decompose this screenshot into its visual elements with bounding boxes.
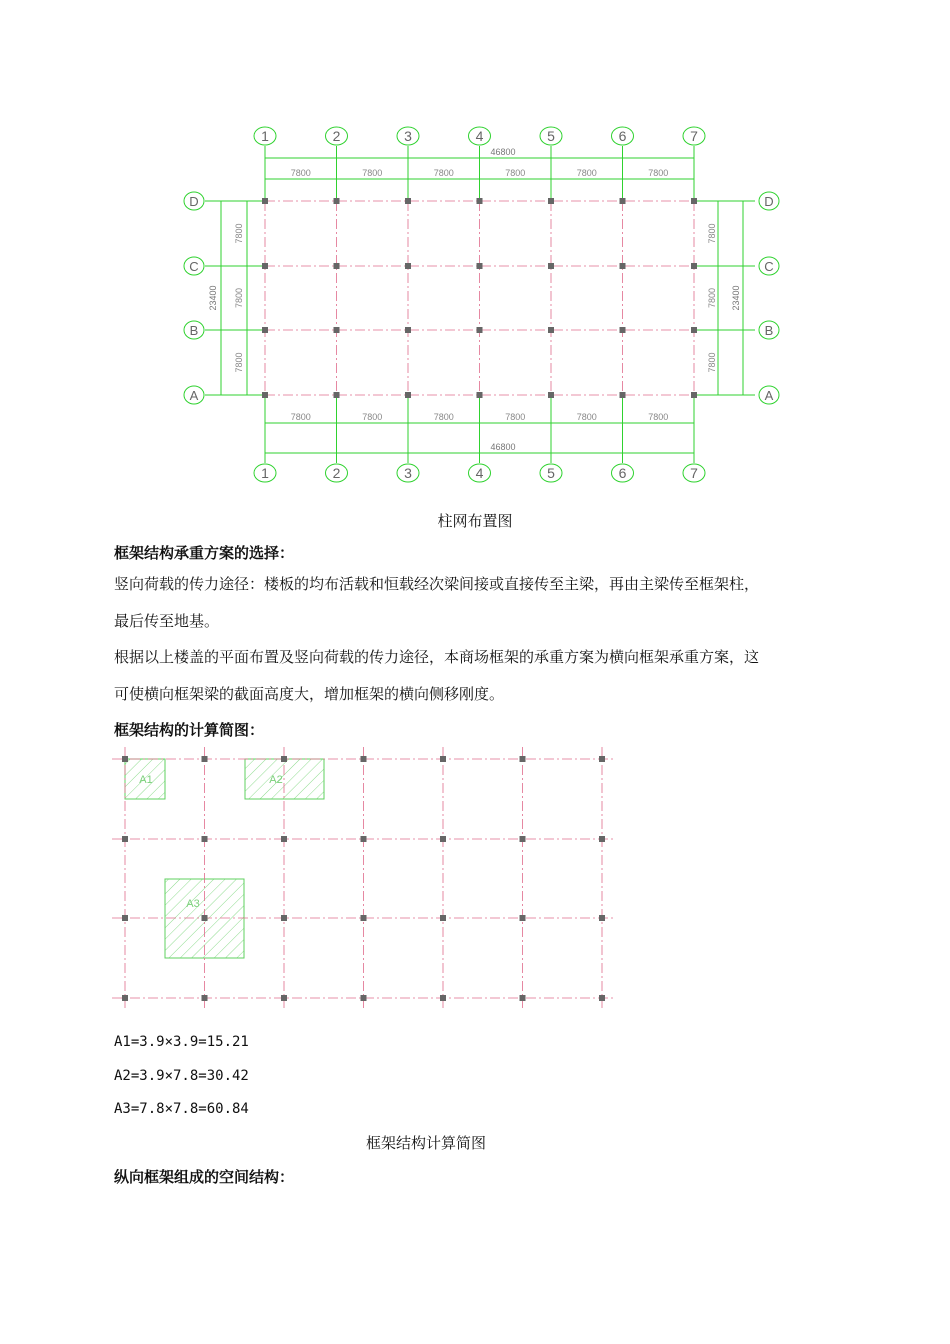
column-C3 (405, 263, 411, 269)
column-D4 (477, 198, 483, 204)
column-D3 (405, 198, 411, 204)
span-label-top-1: 7800 (290, 168, 311, 178)
span-label-right-3: 7800 (707, 352, 717, 373)
calc-column-4-5 (440, 995, 446, 1001)
axis-label-top-2: 2 (332, 128, 341, 144)
axis-label-bottom-3: 3 (404, 465, 412, 481)
column-D5 (548, 198, 554, 204)
paragraph-load-path-line2: 最后传至地基。 (114, 612, 220, 630)
column-A6 (620, 392, 626, 398)
axis-label-top-5: 5 (547, 128, 555, 144)
calc-column-4-6 (520, 995, 526, 1001)
region-a2 (245, 759, 324, 799)
axis-label-top-4: 4 (475, 128, 484, 144)
column-B4 (477, 327, 483, 333)
calc-column-3-1 (122, 915, 128, 921)
column-A4 (477, 392, 483, 398)
calc-column-2-5 (440, 836, 446, 842)
axis-label-bottom-7: 7 (690, 465, 698, 481)
column-A3 (405, 392, 411, 398)
calc-column-2-6 (520, 836, 526, 842)
calc-column-4-1 (122, 995, 128, 1001)
column-A7 (691, 392, 697, 398)
region-a3-label: A3 (186, 898, 200, 910)
calc-column-3-2 (202, 915, 208, 921)
calc-column-4-2 (202, 995, 208, 1001)
column-B3 (405, 327, 411, 333)
column-D1 (262, 198, 268, 204)
total-length-top: 46800 (490, 147, 516, 157)
paragraph-load-path-line1: 竖向荷载的传力途径：楼板的均布活载和恒载经次梁间接或直接传至主梁，再由主梁传至框架柱， (114, 575, 760, 593)
axis-label-bottom-4: 4 (475, 465, 484, 481)
total-width-right: 23400 (731, 285, 741, 311)
span-label-top-4: 7800 (505, 168, 526, 178)
column-B1 (262, 327, 268, 333)
axis-label-left-D: D (189, 194, 199, 209)
span-label-bottom-3: 7800 (433, 412, 454, 422)
axis-label-bottom-6: 6 (618, 465, 627, 481)
column-B7 (691, 327, 697, 333)
calc-column-3-7 (599, 915, 605, 921)
axis-label-bottom-1: 1 (261, 465, 269, 481)
formula-a2: A2=3.9×7.8=30.42 (114, 1068, 249, 1084)
axis-label-left-A: A (189, 388, 199, 403)
calc-column-2-1 (122, 836, 128, 842)
calc-column-3-5 (440, 915, 446, 921)
calc-column-1-6 (520, 756, 526, 762)
section-heading-calc-diagram: 框架结构的计算简图： (114, 721, 265, 739)
calc-diagram (110, 745, 620, 1010)
span-label-top-3: 7800 (433, 168, 454, 178)
paragraph-scheme-line1: 根据以上楼盖的平面布置及竖向荷载的传力途径，本商场框架的承重方案为横向框架承重方案，这 (114, 648, 760, 666)
calc-column-3-6 (520, 915, 526, 921)
formula-a1: A1=3.9×3.9=15.21 (114, 1034, 249, 1050)
span-label-bottom-4: 7800 (505, 412, 526, 422)
calc-column-2-4 (361, 836, 367, 842)
span-label-bottom-1: 7800 (290, 412, 311, 422)
column-D6 (620, 198, 626, 204)
calc-column-1-3 (281, 756, 287, 762)
total-width-left: 23400 (208, 285, 218, 311)
axis-label-top-7: 7 (690, 128, 698, 144)
span-label-right-1: 7800 (707, 223, 717, 244)
span-label-left-2: 7800 (234, 287, 244, 309)
column-C5 (548, 263, 554, 269)
column-A5 (548, 392, 554, 398)
calc-column-2-7 (599, 836, 605, 842)
calc-column-1-2 (202, 756, 208, 762)
span-label-right-2: 7800 (707, 287, 717, 309)
grid-plan-caption: 柱网布置图 (437, 512, 513, 530)
calc-column-1-4 (361, 756, 367, 762)
column-B2 (334, 327, 340, 333)
span-label-bottom-5: 7800 (576, 412, 597, 422)
axis-label-right-C: C (764, 259, 774, 274)
axis-label-right-B: B (764, 323, 774, 338)
calc-column-3-4 (361, 915, 367, 921)
span-label-left-1: 7800 (234, 223, 244, 244)
section-heading-bearing-scheme: 框架结构承重方案的选择： (114, 544, 295, 562)
calc-column-2-2 (202, 836, 208, 842)
calc-column-1-7 (599, 756, 605, 762)
column-C1 (262, 263, 268, 269)
calc-column-3-3 (281, 915, 287, 921)
calc-column-4-7 (599, 995, 605, 1001)
total-length-bottom: 46800 (490, 442, 516, 452)
span-label-bottom-2: 7800 (362, 412, 383, 422)
formula-a3: A3=7.8×7.8=60.84 (114, 1101, 249, 1117)
column-C7 (691, 263, 697, 269)
column-D2 (334, 198, 340, 204)
calc-column-1-1 (122, 756, 128, 762)
span-label-bottom-6: 7800 (648, 412, 669, 422)
calc-diagram-caption: 框架结构计算简图 (366, 1134, 487, 1152)
calc-column-4-4 (361, 995, 367, 1001)
column-A2 (334, 392, 340, 398)
column-A1 (262, 392, 268, 398)
column-D7 (691, 198, 697, 204)
axis-label-right-D: D (764, 194, 774, 209)
column-B6 (620, 327, 626, 333)
span-label-top-5: 7800 (576, 168, 597, 178)
axis-label-bottom-2: 2 (332, 465, 341, 481)
axis-label-top-1: 1 (261, 128, 269, 144)
axis-label-bottom-5: 5 (547, 465, 555, 481)
axis-label-left-B: B (189, 323, 199, 338)
region-a2-label: A2 (269, 774, 283, 786)
calc-column-1-5 (440, 756, 446, 762)
column-C4 (477, 263, 483, 269)
axis-label-top-3: 3 (404, 128, 412, 144)
span-label-left-3: 7800 (234, 352, 244, 373)
column-grid-plan (180, 120, 780, 492)
paragraph-scheme-line2: 可使横向框架梁的截面高度大，增加框架的横向侧移刚度。 (114, 685, 505, 703)
calc-column-2-3 (281, 836, 287, 842)
region-a1-label: A1 (139, 774, 153, 786)
span-label-top-2: 7800 (362, 168, 383, 178)
axis-label-right-A: A (764, 388, 774, 403)
section-heading-longitudinal: 纵向框架组成的空间结构： (114, 1168, 295, 1186)
column-C2 (334, 263, 340, 269)
column-B5 (548, 327, 554, 333)
span-label-top-6: 7800 (648, 168, 669, 178)
axis-label-top-6: 6 (618, 128, 627, 144)
calc-column-4-3 (281, 995, 287, 1001)
axis-label-left-C: C (189, 259, 199, 274)
column-C6 (620, 263, 626, 269)
